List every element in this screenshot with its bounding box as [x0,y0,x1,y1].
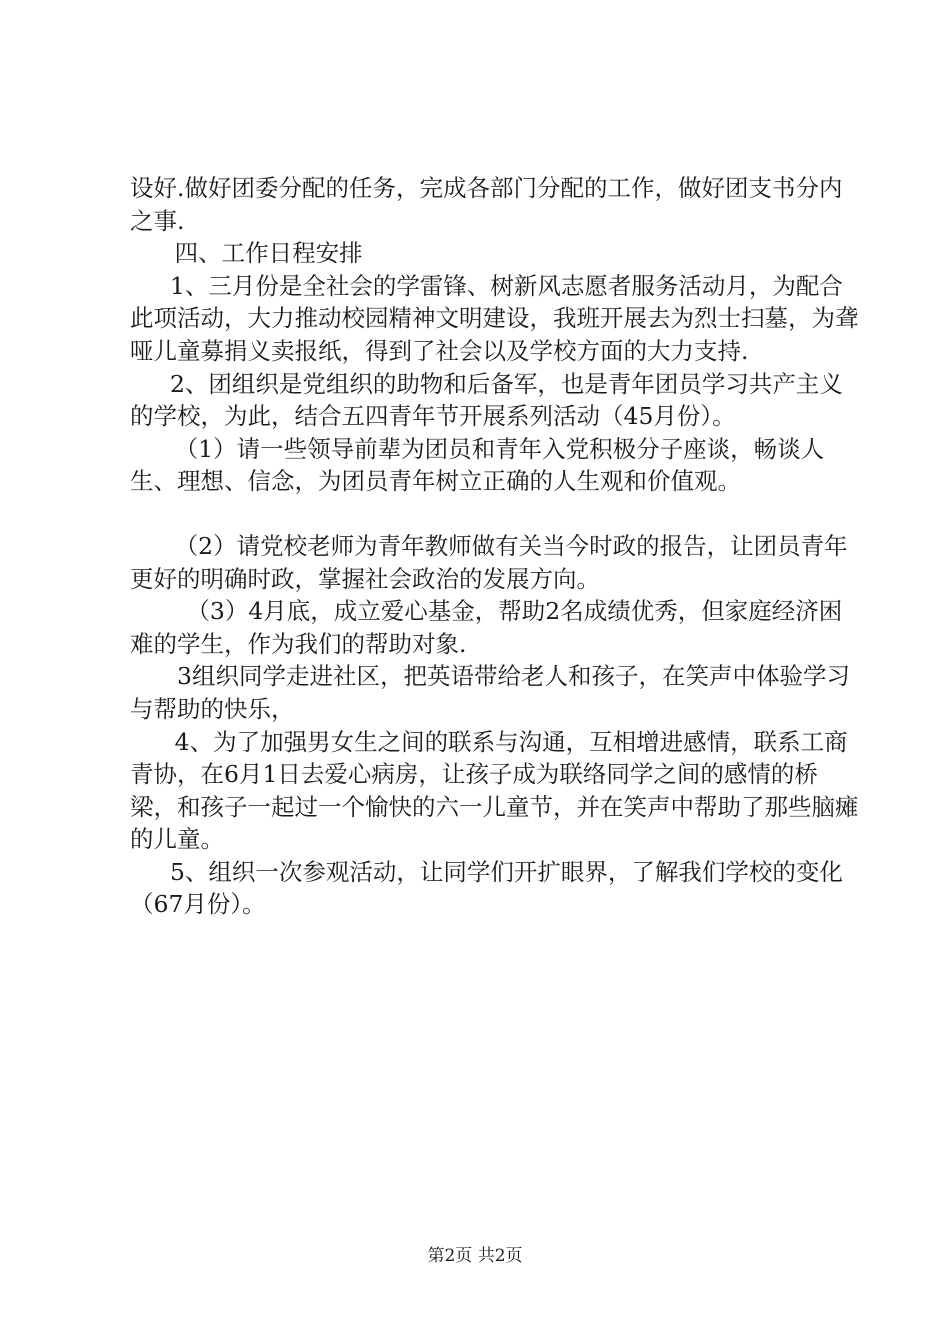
page-number-label: 第2页 共2页 [427,1246,523,1266]
paragraph-1: 设好.做好团委分配的任务，完成各部门分配的工作，做好团支书分内之事. [130,174,843,235]
paragraph-subitem-1: （1）请一些领导前辈为团员和青年入党积极分子座谈，畅谈人生、理想、信念，为团员青年树立正确的人生观和价值观。 [130,434,825,496]
section-heading-schedule: 四、工作日程安排 [174,239,363,268]
paragraph-item-4: 4、为了加强男女生之间的联系与沟通，互相增进感情，联系工商青协，在6月1日去爱心病房，让孩子成为联络同学之间的感情的桥梁，和孩子一起过一个愉快的六一儿童节，并在笑声中帮助了那些脑瘫的儿童。 [130,727,859,854]
paragraph-subitem-2: （2）请党校老师为青年教师做有关当今时政的报告，让团员青年更好的明确时政，掌握社会政治的发展方向。 [130,531,848,593]
paragraph-item-2: 2、团组织是党组织的助物和后备军，也是青年团员学习共产主义的学校，为此，结合五四青年节开展系列活动（45月份）。 [130,369,843,431]
paragraph-item-1: 1、三月份是全社会的学雷锋、树新风志愿者服务活动月，为配合此项活动，大力推动校园精神文明建设，我班开展去为烈士扫墓，为聋哑儿童募捐义卖报纸，得到了社会以及学校方面的大力支持. [130,271,859,365]
paragraph-subitem-3: （3）4月底，成立爱心基金，帮助2名成绩优秀，但家庭经济困难的学生，作为我们的帮助对象. [130,597,843,658]
paragraph-item-5: 5、组织一次参观活动，让同学们开扩眼界，了解我们学校的变化（67月份）。 [130,857,843,919]
document-body [130,172,860,921]
page-footer [0,1241,950,1266]
paragraph-item-3: 3组织同学走进社区，把英语带给老人和孩子，在笑声中体验学习与帮助的快乐， [130,662,850,723]
